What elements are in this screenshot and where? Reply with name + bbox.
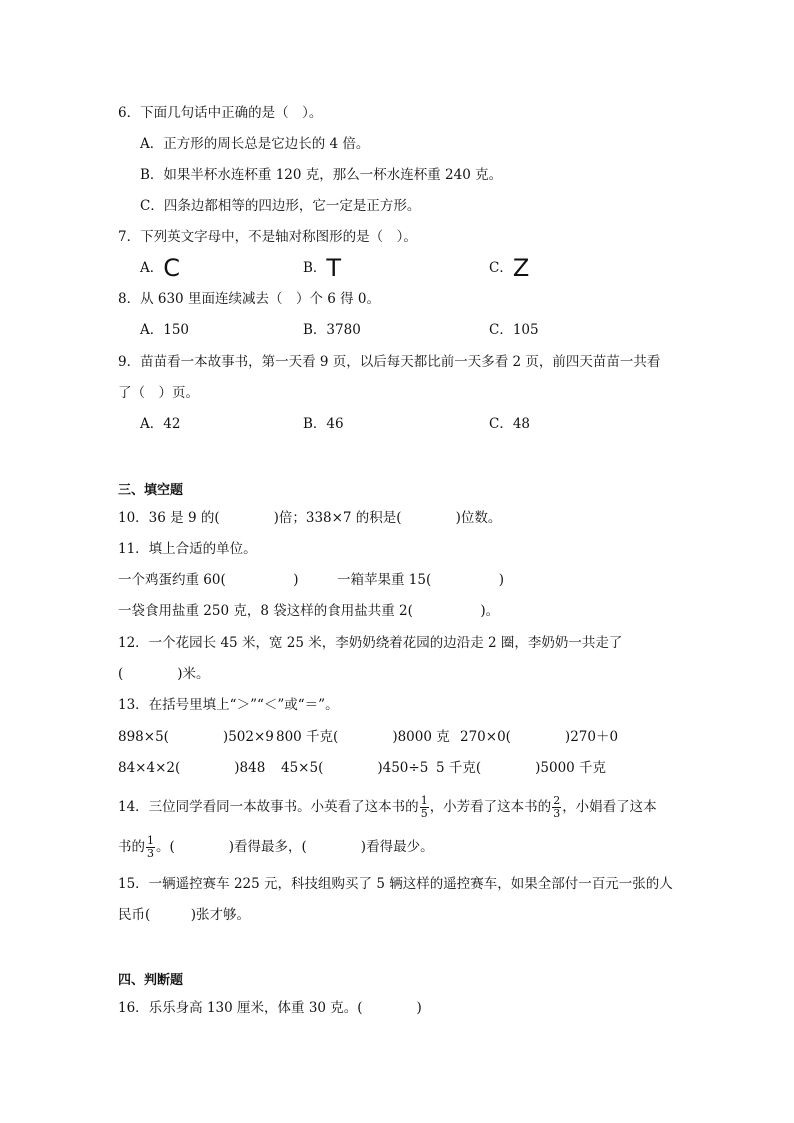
- q8-option-c: C．105: [489, 322, 539, 338]
- q14-fraction-one-third: [146, 835, 155, 860]
- q10: 10．36 是 9 的( )倍；338×7 的积是( )位数。: [118, 510, 502, 526]
- q14-text-2: ，小芳看了这本书的: [429, 799, 552, 815]
- q15-line2: 民币( )张才够。: [118, 907, 251, 923]
- q7-option-b: [303, 254, 342, 282]
- q14-fraction-1-numerator: 1: [420, 794, 428, 807]
- q13-row1-col1: 898×5( )502×9: [118, 729, 274, 745]
- q13-stem: 13．在括号里填上“＞”“＜”或“＝”。: [118, 697, 339, 713]
- q13-row2-col1: 84×4×2( )848: [118, 760, 266, 776]
- q7-option-a-label: A．: [140, 260, 164, 276]
- q6-option-b: B．如果半杯水连杯重 120 克，那么一杯水连杯重 240 克。: [140, 167, 503, 183]
- q11-line2: 一袋食用盐重 250 克，8 袋这样的食用盐共重 2( )。: [118, 603, 500, 619]
- q6-stem: 6．下面几句话中正确的是（ ）。: [118, 105, 323, 121]
- q11-stem: 11．填上合适的单位。: [118, 541, 257, 557]
- q14-text-4: 书的: [118, 839, 145, 855]
- q12-line2: ( )米。: [118, 666, 210, 682]
- q7-option-b-letter: T: [326, 254, 342, 282]
- q8-option-a: A．150: [140, 322, 190, 338]
- q14-fraction-3-numerator: 1: [147, 834, 154, 847]
- section-4-title: 四、判断题: [118, 973, 184, 988]
- q14-fraction-3-denominator: 3: [147, 847, 154, 860]
- q14-fraction-1-denominator: 5: [420, 807, 428, 820]
- q14-fraction-two-thirds: [552, 795, 561, 820]
- q7-option-c-label: C．: [489, 260, 513, 276]
- q13-row2-col3: 5 千克( )5000 千克: [436, 760, 607, 776]
- q7-stem: 7．下列英文字母中，不是轴对称图形的是（ ）。: [118, 229, 417, 245]
- q7-option-a: [140, 254, 181, 282]
- q9-option-b: B．46: [303, 416, 344, 432]
- q14-line2: [118, 833, 434, 861]
- q14-fraction-2-denominator: 3: [553, 807, 561, 820]
- q14-text-1: 14．三位同学看同一本故事书。小英看了这本书的: [118, 799, 419, 815]
- q8-option-b: B．3780: [303, 322, 361, 338]
- q14-fraction-2-numerator: 2: [553, 794, 561, 807]
- q16: 16．乐乐身高 130 厘米，体重 30 克。( ): [118, 1000, 422, 1016]
- q9-option-c: C．48: [489, 416, 531, 432]
- q13-row2-col2: 45×5( )450÷5: [281, 760, 429, 776]
- section-3-title: 三、填空题: [118, 483, 184, 498]
- q11-line1-right: 一箱苹果重 15( ): [337, 572, 505, 588]
- q9-stem-line1: 9．苗苗看一本故事书，第一天看 9 页，以后每天都比前一天多看 2 页，前四天苗苗一共看: [118, 354, 661, 370]
- q12-line1: 12．一个花园长 45 米，宽 25 米，李奶奶绕着花园的边沿走 2 圈，李奶奶一共走了: [118, 635, 623, 651]
- q14-line1: [118, 793, 657, 821]
- q9-option-a: A．42: [140, 416, 181, 432]
- q13-row1-col2: 800 千克( )8000 克: [276, 729, 450, 745]
- q7-option-b-label: B．: [303, 260, 327, 276]
- q8-stem: 8．从 630 里面连续减去（ ）个 6 得 0。: [118, 291, 380, 307]
- q11-line1-left: 一个鸡蛋约重 60( ): [118, 572, 299, 588]
- q15-line1: 15．一辆遥控赛车 225 元，科技组购买了 5 辆这样的遥控赛车，如果全部付一百元一张的人: [118, 876, 673, 892]
- q14-text-3: ，小娟看了这本: [562, 799, 657, 815]
- q6-option-c: C．四条边都相等的四边形，它一定是正方形。: [140, 198, 421, 214]
- q7-option-a-letter: C: [163, 254, 181, 282]
- q13-row1-col3: 270×0( )270＋0: [460, 729, 619, 745]
- q9-stem-line2: 了（ ）页。: [118, 385, 199, 401]
- q14-text-5: 。( )看得最多，( )看得最少。: [156, 839, 434, 855]
- q6-option-a: A．正方形的周长总是它边长的 4 倍。: [140, 136, 370, 152]
- q7-option-c-letter: Z: [512, 254, 530, 282]
- q7-option-c: [489, 254, 530, 282]
- q14-fraction-one-fifth: [420, 795, 429, 820]
